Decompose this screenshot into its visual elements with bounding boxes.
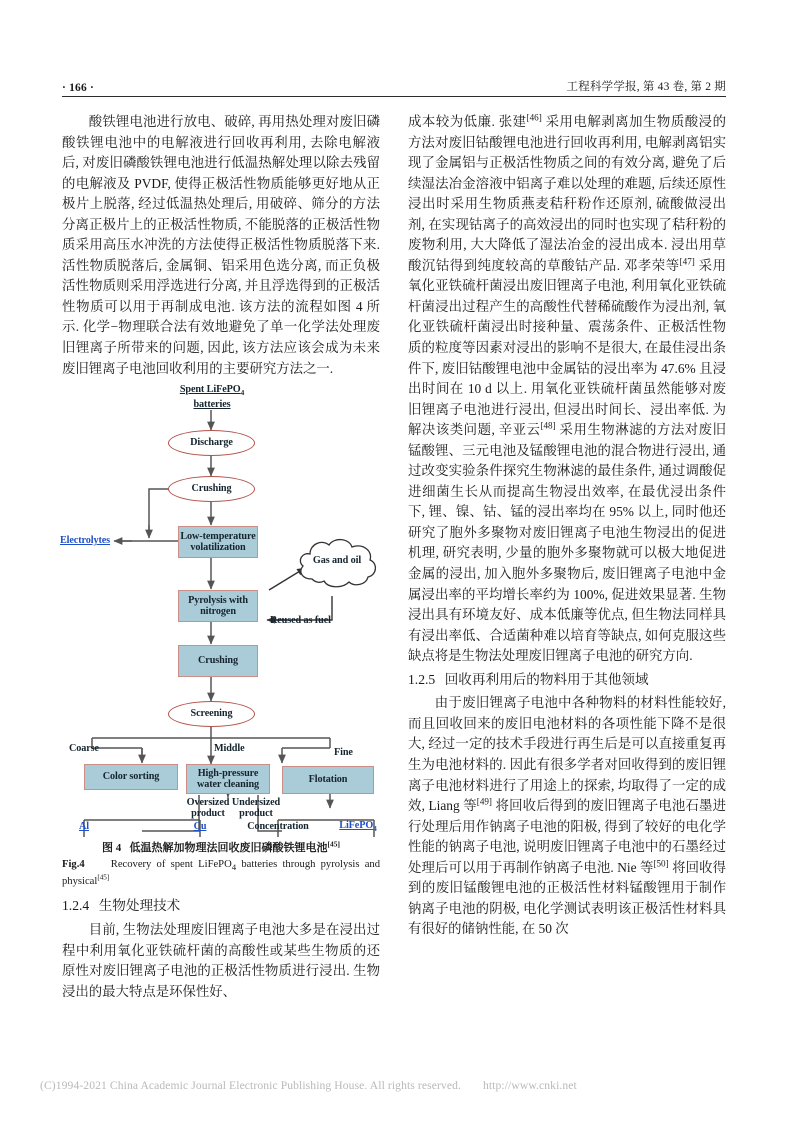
node-crushing-2-label: Crushing [198, 655, 238, 667]
label-coarse [58, 741, 110, 756]
section-125-title: 回收再利用后的物料用于其他领域 [444, 671, 649, 687]
pyrolysis-line-2: nitrogen [200, 606, 236, 618]
undersized-line-1: Undersized [231, 796, 281, 808]
node-discharge [168, 430, 255, 456]
node-color-sorting-label: Color sorting [102, 771, 160, 783]
node-al [70, 819, 98, 835]
low-temp-line-2: volatilization [190, 542, 246, 554]
label-middle [214, 741, 266, 756]
node-flotation [282, 766, 374, 794]
node-reused-as-fuel [270, 613, 352, 628]
source-line-1: Spent LiFePO [179, 384, 241, 395]
node-flotation-label: Flotation [308, 774, 348, 786]
label-coarse-text: Coarse [69, 742, 99, 754]
right-paragraph-1: 成本较为低廉. 张建[46] 采用电解剥离加生物质酸浸的方法对废旧钴酸锂电池进行回收再利用, 电解剥离铝实现了金属铝与正极活性物质之间的有效分离, 避免了后续湿法冶金溶液中铝离子难以处理的难题, 后续还原性浸出时采用生物质燕麦秸秆粉作还原剂, 硫酸做浸出剂, 在实现钴离子的高效浸出的同时也实现了秸秆粉的废物利用, 大大降低了湿法冶金的浸出成本. 浸出用草酸沉钴得到纯度较高的草酸钴产品. 邓孝荣等[47] 采用氧化亚铁硫杆菌浸出废旧锂离子电池, 利用氧化亚铁硫杆菌浸出过程产生的高酸性代替稀硫酸作为浸出剂, 氧化亚铁硫杆菌浸出时接种量、震荡条件、正极活性物质的粒度等因素对浸出的影响不是很大, 在最佳浸出条件下, 废旧钴酸锂电池中金属钴的浸出率为 47.6% 且浸出时间在 10 d 以上. 用氧化亚铁硫杆菌虽然能够对废旧锂离子电池进行浸出, 但浸出时间长、浸出率低. 为解决该类问题, 辛亚云[48] 采用生物淋滤的方法对废旧锰酸锂、三元电池及锰酸锂电池的混合物进行浸出, 通过改变实验条件探究生物淋滤的最佳条件, 通过调酸促进细菌生长从而提高生物浸出效率, 在最优浸出条件下, 锂、镍、钴、锰的浸出率均在 95% 以上, 同时他还研究了胞外多聚物对废旧锂离子电池生物浸出的促进机理, 研究表明, 少量的胞外多聚物就可以极大地促进金属的浸出, 加入胞外多聚物后, 废旧锂离子电池中金属浸出率的平均增长率约为 100%, 促进效果显著. 生物浸出具有环境友好、成本低廉等优点, 但生物法同样具有浸出率低、合适菌种难以培育等缺点, 如何克服这些缺点将是生物法处理废旧锂离子电池的研究方向. [408, 112, 726, 664]
oversized-line-2: product [191, 808, 225, 820]
node-screening [168, 701, 255, 727]
section-124-number: 1.2.4 [62, 898, 90, 914]
node-pyrolysis-with-nitrogen [178, 590, 258, 622]
hpwc-line-2: water cleaning [196, 779, 260, 791]
cnki-footer [40, 1079, 749, 1092]
node-lifepo4-text: LiFePO [339, 819, 374, 831]
caption-en-label: Fig.4 [62, 859, 85, 871]
node-crushing-2 [178, 645, 258, 677]
node-cu-label[interactable]: Cu [193, 821, 207, 833]
running-head [62, 78, 726, 94]
cnki-copyright: (C)1994-2021 China Academic Journal Electronic Publishing House. All rights reserved. [40, 1079, 461, 1092]
figure-4-caption [62, 841, 380, 889]
low-temp-line-1: Low-temperature [180, 530, 256, 542]
undersized-line-2: product [239, 808, 273, 820]
caption-cn-ref: [45] [327, 839, 340, 849]
node-cu [186, 819, 214, 835]
node-concentration-label: Concentration [247, 821, 309, 833]
journal-title: 工程科学学报, 第 43 卷, 第 2 期 [566, 81, 726, 93]
label-fine [334, 745, 376, 760]
node-screening-label: Screening [190, 708, 233, 720]
caption-english [62, 858, 380, 889]
node-discharge-label: Discharge [190, 437, 233, 449]
label-fine-text: Fine [334, 746, 353, 758]
node-gas-and-oil-label: Gas and oil [312, 555, 362, 567]
pyrolysis-line-1: Pyrolysis with [188, 594, 248, 606]
source-subscript: 4 [240, 388, 245, 398]
section-125-number: 1.2.5 [408, 671, 436, 687]
header-rule [62, 96, 726, 97]
node-reused-as-fuel-label: Reused as fuel [270, 614, 331, 626]
caption-en-text: Recovery of spent LiFePO$_4$ batteries through pyrolysis and physical [62, 859, 380, 887]
caption-en-ref: [45] [97, 873, 110, 882]
node-gas-and-oil-label-wrap [294, 553, 380, 569]
right-paragraph-2: 由于废旧锂离子电池中各种物料的材料性能较好, 而且回收回来的废旧电池材料的各项性能下降不是很大, 经过一定的技术手段进行再生后是可以直接重复再生为电池材料的. 因此有很多学者对回收得到的废旧锂离子电池材料进行了用途上的探索, 均取得了一定的成效, Liang 等[49] 将回收后得到的废旧锂离子电池石墨进行处理后用作钠离子电池的阳极, 得到了较好的电化学性能的钠离子电池, 说明废旧锂离子电池中的石墨经过处理后可以用于再制作钠离子电池. Nie 等[50] 将回收得到的废旧锰酸锂电池的正极活性材料锰酸锂用于制作钠离子电池的阴极, 电化学测试表明该正极活性材料具有很好的储钠性能, 在 50 次 [408, 695, 726, 937]
figure-4-flowchart [59, 384, 380, 837]
oversized-line-1: Oversized [186, 796, 230, 808]
node-low-temperature-volatilization [178, 526, 258, 558]
node-lifepo4-subscript: 4 [373, 823, 377, 833]
caption-chinese [62, 841, 380, 856]
node-electrolytes [56, 532, 114, 550]
section-heading-125 [408, 670, 726, 691]
label-undersized-product [230, 795, 282, 821]
left-paragraph-1: 酸铁锂电池进行放电、破碎, 再用热处理对废旧磷酸铁锂电池中的电解液进行回收再利用, 去除电解液后, 对废旧磷酸铁锂电池进行低温热解处理以除去残留的电解液及 PVDF, 使得正极活性物质能够更好地从正极片上脱落, 经过低温热处理后, 用破碎、筛分的方法分离正极片上的正极活性物质, 不能脱落的正极活性物质采用高压水冲洗的方法使得正极活性物质脱落下来. 活性物质脱落后, 金属铜、铝采用色选分离, 而正负极活性物质则采用浮选进行分离, 并且浮选得到的正极活性物质可以用于再制成电池. 该方法的流程如图 4 所示. 化学−物理联合法有效地避免了单一化学法处理废旧锂离子所带来的问题, 因此, 该方法应该会成为未来废旧锂离子电池回收利用的主要研究方法之一. [62, 114, 380, 376]
section-124-title: 生物处理技术 [98, 898, 181, 914]
section-heading-124 [62, 896, 380, 917]
label-middle-text: Middle [214, 742, 245, 754]
cnki-url[interactable]: http://www.cnki.net [482, 1079, 577, 1092]
left-paragraph-2: 目前, 生物法处理废旧锂离子电池大多是在浸出过程中利用氧化亚铁硫杆菌的高酸性或某些生物质的还原性对废旧锂离子电池的正极活性物质进行浸出. 生物浸出的最大特点是环保性好、 [62, 921, 380, 999]
caption-cn-text: 低温热解加物理法回收废旧磷酸铁锂电池 [129, 842, 328, 855]
node-high-pressure-water-cleaning [186, 764, 270, 794]
cloud-gas-and-oil [294, 535, 380, 597]
left-column [59, 112, 380, 1002]
node-color-sorting [84, 764, 178, 790]
figure-4 [59, 384, 380, 837]
node-crushing-1 [168, 476, 255, 502]
caption-cn-label: 图 4 [102, 842, 122, 855]
source-line-2: batteries [193, 398, 231, 410]
label-oversized-product [184, 795, 232, 821]
node-concentration [238, 819, 318, 835]
node-lifepo4 [334, 819, 382, 835]
node-crushing-1-label: Crushing [191, 483, 232, 495]
node-source-label [166, 383, 258, 411]
right-column [408, 112, 726, 940]
node-electrolytes-label[interactable]: Electrolytes [59, 535, 111, 547]
node-lifepo4-label[interactable] [339, 820, 377, 835]
page-folio: · 166 · [62, 82, 95, 94]
hpwc-line-1: High-pressure [197, 767, 259, 779]
node-al-label[interactable]: Al [79, 821, 89, 833]
